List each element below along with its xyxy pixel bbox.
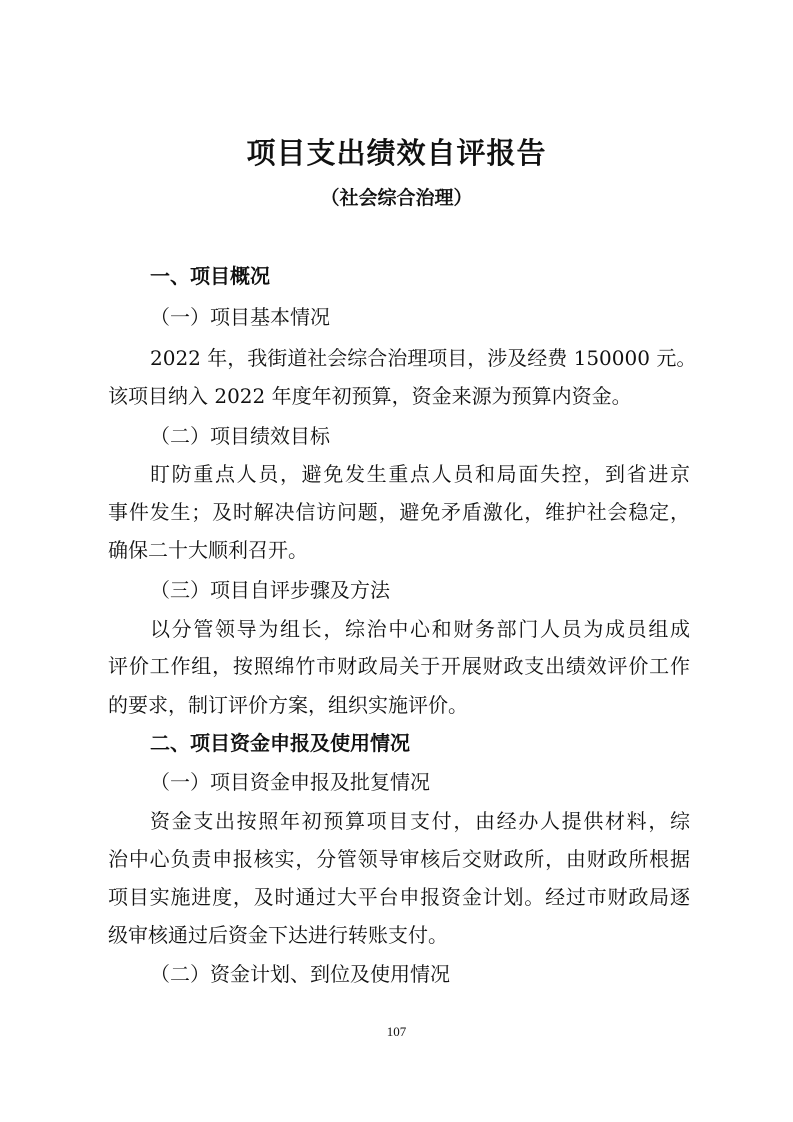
report-subtitle: （社会综合治理） bbox=[320, 187, 473, 209]
paragraph-line: 以分管领导为组长，综治中心和财务部门人员为成员组成 bbox=[150, 617, 690, 641]
paragraph-line: 确保二十大顺利召开。 bbox=[108, 538, 308, 562]
paragraph-line: 资金支出按照年初预算项目支付，由经办人提供材料，综 bbox=[150, 809, 690, 833]
paragraph-line: 的要求，制订评价方案，组织实施评价。 bbox=[108, 693, 468, 717]
report-title: 项目支出绩效自评报告 bbox=[246, 136, 547, 170]
subheading-funding-usage: （二）资金计划、到位及使用情况 bbox=[150, 962, 450, 986]
paragraph-line: 事件发生；及时解决信访问题，避免矛盾激化，维护社会稳定， bbox=[108, 500, 690, 524]
paragraph-line: 2022 年，我街道社会综合治理项目，涉及经费 150000 元。 bbox=[150, 346, 697, 370]
paragraph-line: 级审核通过后资金下达进行转账支付。 bbox=[108, 923, 448, 947]
paragraph-line: 盯防重点人员，避免发生重点人员和局面失控，到省进京 bbox=[150, 462, 690, 486]
section-heading-funding: 二、项目资金申报及使用情况 bbox=[150, 731, 410, 755]
paragraph-line: 该项目纳入 2022 年度年初预算，资金来源为预算内资金。 bbox=[108, 384, 632, 408]
subheading-basic-info: （一）项目基本情况 bbox=[150, 305, 330, 329]
subheading-funding-approval: （一）项目资金申报及批复情况 bbox=[150, 770, 430, 794]
subheading-self-evaluation: （三）项目自评步骤及方法 bbox=[150, 578, 390, 602]
paragraph-line: 评价工作组，按照绵竹市财政局关于开展财政支出绩效评价工作 bbox=[108, 654, 690, 678]
section-heading-overview: 一、项目概况 bbox=[150, 264, 270, 288]
page-number: 107 bbox=[386, 1024, 407, 1039]
paragraph-line: 治中心负责申报核实，分管领导审核后交财政所，由财政所根据 bbox=[108, 847, 690, 871]
subheading-performance-goals: （二）项目绩效目标 bbox=[150, 424, 330, 448]
paragraph-line: 项目实施进度，及时通过大平台申报资金计划。经过市财政局逐 bbox=[108, 885, 690, 909]
